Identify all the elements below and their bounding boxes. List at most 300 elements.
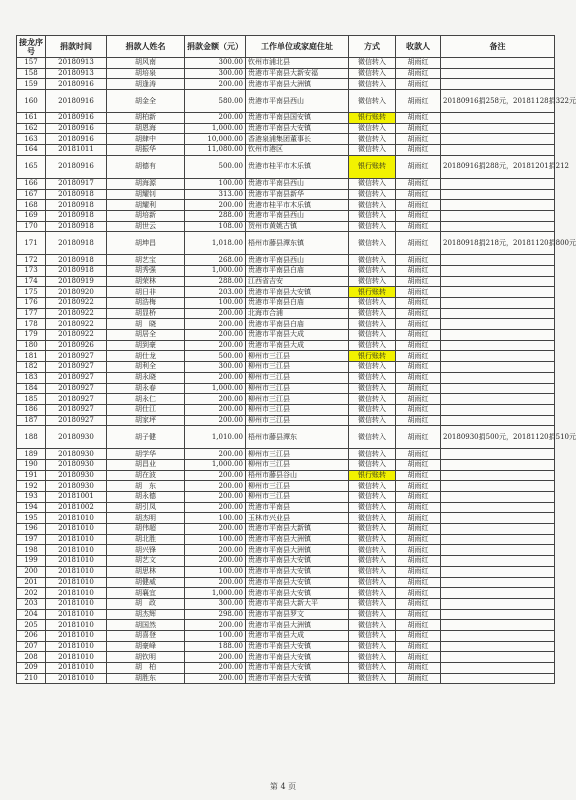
cell-address: 贵港市平南县大安镇 [246, 556, 349, 567]
cell-date: 20181010 [46, 545, 107, 556]
cell-receiver: 胡雨红 [396, 265, 441, 276]
cell-receiver: 胡雨红 [396, 394, 441, 405]
cell-receiver: 胡雨红 [396, 178, 441, 189]
cell-address: 贵港市平南县西山 [246, 178, 349, 189]
cell-address: 贵港市桂平市木乐镇 [246, 200, 349, 211]
cell-amount: 203.00 [185, 287, 246, 298]
cell-note [441, 481, 555, 492]
cell-address: 梧州市藤县谷山 [246, 470, 349, 481]
cell-method: 微信转入 [349, 426, 396, 449]
cell-address: 贵港市平南县大洲镇 [246, 534, 349, 545]
cell-address: 贵港市平南县大洲镇 [246, 545, 349, 556]
cell-date: 20181010 [46, 566, 107, 577]
cell-note [441, 340, 555, 351]
cell-address: 柳州市三江县 [246, 492, 349, 503]
cell-note [441, 123, 555, 134]
cell-no: 165 [17, 155, 46, 178]
cell-method: 微信转入 [349, 232, 396, 255]
cell-receiver: 胡雨红 [396, 426, 441, 449]
cell-amount: 288.00 [185, 210, 246, 221]
cell-date: 20180922 [46, 330, 107, 341]
cell-address: 柳州市三江县 [246, 459, 349, 470]
cell-name: 胡艺文 [107, 556, 185, 567]
cell-no: 166 [17, 178, 46, 189]
cell-receiver: 胡雨红 [396, 609, 441, 620]
cell-amount: 188.00 [185, 641, 246, 652]
cell-name: 胡在波 [107, 470, 185, 481]
cell-date: 20181002 [46, 502, 107, 513]
cell-receiver: 胡雨红 [396, 372, 441, 383]
cell-name: 胡荣林 [107, 276, 185, 287]
cell-name: 胡培新 [107, 210, 185, 221]
cell-address: 贵港市平南县大安镇 [246, 577, 349, 588]
cell-date: 20180922 [46, 319, 107, 330]
cell-method: 微信转入 [349, 372, 396, 383]
cell-amount: 200.00 [185, 524, 246, 535]
cell-date: 20180918 [46, 200, 107, 211]
cell-method: 微信转入 [349, 492, 396, 503]
cell-no: 209 [17, 663, 46, 674]
cell-date: 20180926 [46, 340, 107, 351]
cell-address: 贵港市平南县大安镇 [246, 123, 349, 134]
cell-amount: 200.00 [185, 404, 246, 415]
cell-method: 银行账转 [349, 351, 396, 362]
cell-amount: 200.00 [185, 663, 246, 674]
cell-receiver: 胡雨红 [396, 383, 441, 394]
cell-method: 银行账转 [349, 113, 396, 124]
table-row [17, 58, 555, 69]
cell-note [441, 362, 555, 373]
cell-name: 胡金全 [107, 90, 185, 113]
cell-name: 胡襄宜 [107, 588, 185, 599]
page-number: 第 4 页 [269, 782, 297, 791]
cell-method: 微信转入 [349, 545, 396, 556]
cell-amount: 1,000.00 [185, 265, 246, 276]
table-row [17, 492, 555, 503]
cell-name: 胡子健 [107, 426, 185, 449]
cell-receiver: 胡雨红 [396, 459, 441, 470]
cell-note [441, 534, 555, 545]
table-row [17, 90, 555, 113]
cell-no: 174 [17, 276, 46, 287]
cell-no: 208 [17, 652, 46, 663]
cell-amount: 200.00 [185, 330, 246, 341]
cell-name: 胡伟超 [107, 524, 185, 535]
cell-no: 207 [17, 641, 46, 652]
cell-no: 192 [17, 481, 46, 492]
header-method: 方式 [349, 36, 396, 58]
cell-method: 微信转入 [349, 513, 396, 524]
cell-method: 微信转入 [349, 221, 396, 232]
cell-date: 20181001 [46, 492, 107, 503]
cell-address: 柳州市三江县 [246, 362, 349, 373]
cell-date: 20180916 [46, 123, 107, 134]
cell-receiver: 胡雨红 [396, 68, 441, 79]
cell-method: 微信转入 [349, 79, 396, 90]
cell-receiver: 胡雨红 [396, 641, 441, 652]
cell-address: 贵港市平南县大安镇 [246, 663, 349, 674]
cell-no: 170 [17, 221, 46, 232]
table-row [17, 459, 555, 470]
cell-name: 胡仕江 [107, 404, 185, 415]
header-row [17, 36, 555, 58]
cell-address: 柳州市三江县 [246, 404, 349, 415]
cell-note [441, 134, 555, 145]
table-row [17, 134, 555, 145]
cell-amount: 1,000.00 [185, 459, 246, 470]
table-row [17, 588, 555, 599]
cell-receiver: 胡雨红 [396, 673, 441, 684]
cell-no: 189 [17, 449, 46, 460]
cell-receiver: 胡雨红 [396, 577, 441, 588]
cell-receiver: 胡雨红 [396, 287, 441, 298]
cell-date: 20181010 [46, 524, 107, 535]
table-row [17, 340, 555, 351]
cell-address: 香港泉浦集团董事长 [246, 134, 349, 145]
cell-date: 20181010 [46, 588, 107, 599]
cell-receiver: 胡雨红 [396, 545, 441, 556]
cell-date: 20180927 [46, 383, 107, 394]
cell-receiver: 胡雨红 [396, 513, 441, 524]
cell-date: 20180930 [46, 426, 107, 449]
cell-no: 195 [17, 513, 46, 524]
cell-date: 20180927 [46, 394, 107, 405]
cell-receiver: 胡雨红 [396, 598, 441, 609]
cell-amount: 200.00 [185, 620, 246, 631]
cell-method: 微信转入 [349, 319, 396, 330]
cell-no: 191 [17, 470, 46, 481]
cell-note [441, 113, 555, 124]
cell-note [441, 255, 555, 266]
cell-amount: 200.00 [185, 200, 246, 211]
cell-amount: 300.00 [185, 362, 246, 373]
cell-note [441, 609, 555, 620]
cell-amount: 200.00 [185, 113, 246, 124]
table-row [17, 330, 555, 341]
cell-amount: 200.00 [185, 308, 246, 319]
table-row [17, 123, 555, 134]
cell-date: 20180916 [46, 155, 107, 178]
cell-name: 胡国然 [107, 620, 185, 631]
cell-amount: 288.00 [185, 276, 246, 287]
cell-name: 胡恩海 [107, 123, 185, 134]
cell-address: 柳州市三江县 [246, 449, 349, 460]
cell-receiver: 胡雨红 [396, 276, 441, 287]
header-address: 工作单位或家庭住址 [246, 36, 349, 58]
cell-address: 贵港市平南县大成 [246, 330, 349, 341]
cell-no: 197 [17, 534, 46, 545]
cell-name: 胡坤昌 [107, 232, 185, 255]
cell-date: 20180930 [46, 481, 107, 492]
cell-amount: 10,000.00 [185, 134, 246, 145]
cell-method: 微信转入 [349, 577, 396, 588]
cell-date: 20180918 [46, 232, 107, 255]
cell-name: 胡学华 [107, 449, 185, 460]
cell-name: 胡仕龙 [107, 351, 185, 362]
cell-no: 178 [17, 319, 46, 330]
cell-method: 微信转入 [349, 308, 396, 319]
cell-date: 20180930 [46, 449, 107, 460]
cell-note [441, 372, 555, 383]
cell-method: 微信转入 [349, 415, 396, 426]
cell-note [441, 577, 555, 588]
cell-address: 贵港市平南县白庙 [246, 265, 349, 276]
cell-date: 20180930 [46, 459, 107, 470]
cell-note [441, 383, 555, 394]
cell-method: 微信转入 [349, 362, 396, 373]
cell-date: 20181010 [46, 630, 107, 641]
header-receiver: 收款人 [396, 36, 441, 58]
cell-method: 微信转入 [349, 68, 396, 79]
cell-no: 196 [17, 524, 46, 535]
cell-address: 柳州市三江县 [246, 383, 349, 394]
cell-note [441, 145, 555, 156]
cell-amount: 1,000.00 [185, 588, 246, 599]
table-row [17, 276, 555, 287]
cell-address: 玉林市兴业县 [246, 513, 349, 524]
table-row [17, 556, 555, 567]
cell-name: 胡耀利 [107, 200, 185, 211]
cell-receiver: 胡雨红 [396, 470, 441, 481]
cell-amount: 580.00 [185, 90, 246, 113]
cell-method: 微信转入 [349, 459, 396, 470]
table-row [17, 641, 555, 652]
cell-address: 柳州市三江县 [246, 394, 349, 405]
cell-receiver: 胡雨红 [396, 155, 441, 178]
cell-amount: 1,018.00 [185, 232, 246, 255]
cell-note [441, 58, 555, 69]
cell-method: 微信转入 [349, 210, 396, 221]
cell-receiver: 胡雨红 [396, 319, 441, 330]
cell-amount: 100.00 [185, 630, 246, 641]
cell-method: 微信转入 [349, 200, 396, 211]
cell-note [441, 652, 555, 663]
cell-no: 164 [17, 145, 46, 156]
cell-no: 176 [17, 298, 46, 309]
cell-name: 胡海源 [107, 178, 185, 189]
cell-method: 微信转入 [349, 620, 396, 631]
cell-no: 188 [17, 426, 46, 449]
cell-method: 微信转入 [349, 255, 396, 266]
cell-date: 20180927 [46, 351, 107, 362]
cell-no: 204 [17, 609, 46, 620]
cell-address: 贵港市平南县罗文 [246, 609, 349, 620]
cell-address: 北海市合浦 [246, 308, 349, 319]
cell-address: 梧州市藤县潭东镇 [246, 232, 349, 255]
cell-amount: 11,080.00 [185, 145, 246, 156]
cell-note [441, 265, 555, 276]
cell-no: 210 [17, 673, 46, 684]
cell-amount: 200.00 [185, 340, 246, 351]
cell-receiver: 胡雨红 [396, 330, 441, 341]
cell-method: 微信转入 [349, 588, 396, 599]
cell-amount: 1,010.00 [185, 426, 246, 449]
cell-address: 贵港市平南县大安镇 [246, 287, 349, 298]
cell-name: 胡到豪 [107, 340, 185, 351]
cell-method: 微信转入 [349, 404, 396, 415]
cell-date: 20181010 [46, 577, 107, 588]
cell-note [441, 588, 555, 599]
cell-note [441, 319, 555, 330]
table-row [17, 524, 555, 535]
cell-address: 柳州市三江县 [246, 351, 349, 362]
cell-no: 175 [17, 287, 46, 298]
cell-note [441, 545, 555, 556]
cell-method: 银行账转 [349, 470, 396, 481]
cell-note [441, 673, 555, 684]
cell-receiver: 胡雨红 [396, 90, 441, 113]
table-row [17, 255, 555, 266]
table-row [17, 68, 555, 79]
cell-receiver: 胡雨红 [396, 404, 441, 415]
cell-no: 157 [17, 58, 46, 69]
cell-no: 159 [17, 79, 46, 90]
cell-amount: 200.00 [185, 481, 246, 492]
cell-name: 胡昌业 [107, 459, 185, 470]
table-row [17, 513, 555, 524]
header-note: 备注 [441, 36, 555, 58]
cell-note [441, 221, 555, 232]
cell-date: 20180916 [46, 134, 107, 145]
table-row [17, 394, 555, 405]
table-row [17, 470, 555, 481]
cell-name: 胡家坪 [107, 415, 185, 426]
cell-address: 贵港市桂平市木乐镇 [246, 155, 349, 178]
cell-date: 20180916 [46, 113, 107, 124]
cell-no: 181 [17, 351, 46, 362]
cell-name: 胡引凤 [107, 502, 185, 513]
table-row [17, 673, 555, 684]
cell-method: 微信转入 [349, 630, 396, 641]
cell-date: 20181010 [46, 598, 107, 609]
cell-no: 200 [17, 566, 46, 577]
header-amount: 捐款金额（元） [185, 36, 246, 58]
cell-receiver: 胡雨红 [396, 630, 441, 641]
cell-address: 贵港市平南县大安镇 [246, 652, 349, 663]
cell-no: 163 [17, 134, 46, 145]
cell-name: 胡肆中 [107, 134, 185, 145]
cell-address: 贵港市平南县大安镇 [246, 588, 349, 599]
cell-note [441, 210, 555, 221]
cell-no: 206 [17, 630, 46, 641]
cell-no: 169 [17, 210, 46, 221]
cell-no: 187 [17, 415, 46, 426]
cell-no: 160 [17, 90, 46, 113]
cell-no: 177 [17, 308, 46, 319]
cell-address: 贵港市平南县西山 [246, 210, 349, 221]
cell-no: 184 [17, 383, 46, 394]
cell-no: 198 [17, 545, 46, 556]
cell-method: 微信转入 [349, 598, 396, 609]
table-body [17, 58, 576, 684]
cell-receiver: 胡雨红 [396, 449, 441, 460]
table-row [17, 200, 555, 211]
cell-method: 微信转入 [349, 298, 396, 309]
cell-receiver: 胡雨红 [396, 232, 441, 255]
cell-amount: 100.00 [185, 298, 246, 309]
cell-method: 微信转入 [349, 383, 396, 394]
cell-note: 20180916捐258元，20181128捐322元 [441, 90, 555, 113]
cell-address: 贵港市平南县大安镇 [246, 641, 349, 652]
cell-name: 胡永春 [107, 383, 185, 394]
cell-address: 柳州市三江县 [246, 481, 349, 492]
cell-method: 微信转入 [349, 58, 396, 69]
cell-address: 贵港市平南县 [246, 502, 349, 513]
table-row [17, 189, 555, 200]
cell-receiver: 胡雨红 [396, 113, 441, 124]
cell-receiver: 胡雨红 [396, 134, 441, 145]
cell-no: 171 [17, 232, 46, 255]
cell-method: 微信转入 [349, 481, 396, 492]
cell-receiver: 胡雨红 [396, 502, 441, 513]
cell-method: 微信转入 [349, 652, 396, 663]
cell-date: 20180918 [46, 210, 107, 221]
cell-address: 贵港市平南县大洲镇 [246, 79, 349, 90]
cell-address: 钦州市浦北县 [246, 58, 349, 69]
table-row [17, 265, 555, 276]
cell-date: 20181010 [46, 620, 107, 631]
cell-note: 20180930捐500元，20181120捐510元 [441, 426, 555, 449]
cell-no: 193 [17, 492, 46, 503]
cell-amount: 200.00 [185, 449, 246, 460]
table-row [17, 534, 555, 545]
cell-method: 微信转入 [349, 641, 396, 652]
cell-amount: 268.00 [185, 255, 246, 266]
header-no: 接龙序号 [17, 36, 46, 58]
cell-amount: 100.00 [185, 534, 246, 545]
cell-address: 贺州市黄姚古镇 [246, 221, 349, 232]
cell-note [441, 502, 555, 513]
cell-note [441, 566, 555, 577]
cell-note [441, 415, 555, 426]
cell-method: 银行账转 [349, 155, 396, 178]
cell-receiver: 胡雨红 [396, 415, 441, 426]
cell-address: 贵港市平南县大新大平 [246, 598, 349, 609]
cell-note [441, 189, 555, 200]
table-row [17, 449, 555, 460]
table-row [17, 210, 555, 221]
cell-no: 202 [17, 588, 46, 599]
cell-no: 158 [17, 68, 46, 79]
cell-method: 微信转入 [349, 145, 396, 156]
cell-name: 胡豪峰 [107, 641, 185, 652]
table-row [17, 426, 555, 449]
table-row [17, 609, 555, 620]
cell-name: 胡胜东 [107, 673, 185, 684]
cell-name: 胡永德 [107, 492, 185, 503]
cell-receiver: 胡雨红 [396, 351, 441, 362]
table-row [17, 415, 555, 426]
cell-method: 微信转入 [349, 123, 396, 134]
cell-method: 微信转入 [349, 178, 396, 189]
cell-amount: 200.00 [185, 652, 246, 663]
cell-note [441, 513, 555, 524]
table-row [17, 630, 555, 641]
table-row [17, 502, 555, 513]
cell-receiver: 胡雨红 [396, 362, 441, 373]
cell-method: 微信转入 [349, 449, 396, 460]
header-name: 捐款人姓名 [107, 36, 185, 58]
cell-method: 微信转入 [349, 673, 396, 684]
cell-address: 贵港市平南县大成 [246, 340, 349, 351]
cell-address: 贵港市平南县大新安福 [246, 68, 349, 79]
table-row [17, 481, 555, 492]
cell-amount: 300.00 [185, 598, 246, 609]
cell-amount: 300.00 [185, 68, 246, 79]
cell-name: 胡风南 [107, 58, 185, 69]
cell-note [441, 298, 555, 309]
cell-amount: 500.00 [185, 351, 246, 362]
